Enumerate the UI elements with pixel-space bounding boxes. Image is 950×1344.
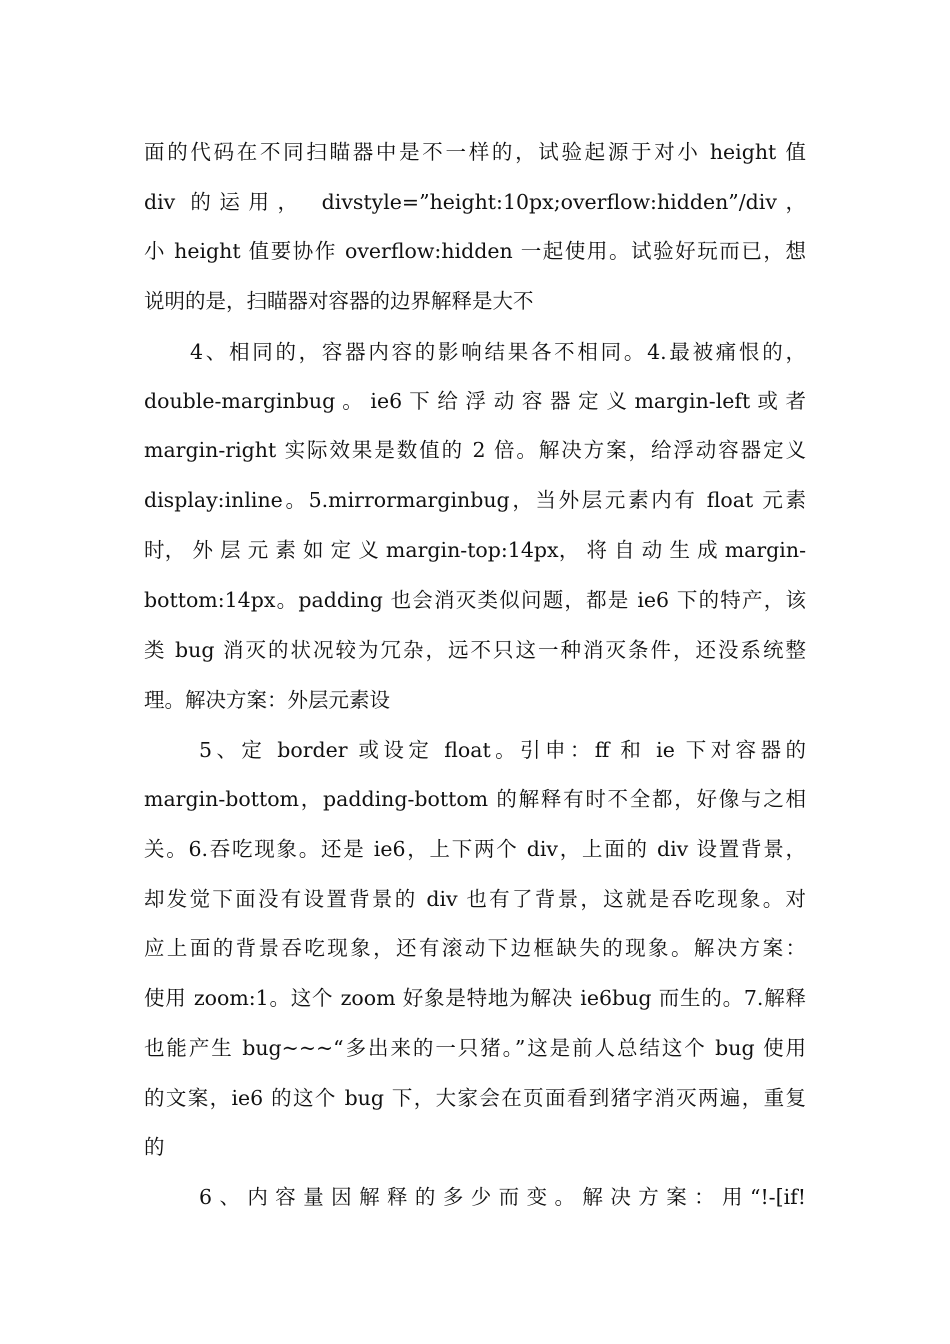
text-line: 关。6.吞吃现象。还是 ie6，上下两个 div，上面的 div 设置背景， (144, 837, 806, 861)
text-line: 4、相同的，容器内容的影响结果各不相同。4.最被痛恨的， (190, 340, 806, 364)
text-line: 理。解决方案：外层元素设 (144, 688, 390, 712)
text-line: 说明的是，扫瞄器对容器的边界解释是大不 (144, 289, 534, 313)
text-line: double-marginbug 。 ie6 下 给 浮 动 容 器 定 义 margin-left 或 者 (144, 389, 806, 413)
text-line: margin-bottom，padding-bottom 的解释有时不全都，好像与之相 (144, 787, 806, 811)
text-line: 5、定 border 或设定 float。引申：ff 和 ie 下对容器的 (199, 738, 806, 762)
text-line: 时， 外 层 元 素 如 定 义 margin-top:14px， 将 自 动 生 成 margin- (144, 538, 806, 562)
text-line: 面的代码在不同扫瞄器中是不一样的，试验起源于对小 height 值 (144, 140, 806, 164)
text-line: 使用 zoom:1。这个 zoom 好象是特地为解决 ie6bug 而生的。7.解释 (144, 986, 806, 1010)
text-line: 应上面的背景吞吃现象，还有滚动下边框缺失的现象。解决方案： (144, 936, 806, 960)
text-line: 6、内容量因解释的多少而变。解决方案：用“!-[if! (199, 1185, 806, 1209)
text-line: 的文案，ie6 的这个 bug 下，大家会在页面看到猪字消灭两遍，重复 (144, 1086, 806, 1110)
text-line: 的 (144, 1135, 165, 1159)
text-line: margin-right 实际效果是数值的 2 倍。解决方案，给浮动容器定义 (144, 438, 806, 462)
text-line: 却发觉下面没有设置背景的 div 也有了背景，这就是吞吃现象。对 (144, 887, 806, 911)
text-line: display:inline。5.mirrormarginbug，当外层元素内有 float 元素 (144, 488, 806, 512)
text-line: 小 height 值要协作 overflow:hidden 一起使用。试验好玩而已，想 (144, 239, 806, 263)
text-line: bottom:14px。padding 也会消灭类似问题，都是 ie6 下的特产，该 (144, 588, 806, 612)
text-line: div 的运用， divstyle=”height:10px;overflow:hidden”/div， (144, 190, 806, 214)
text-line: 类 bug 消灭的状况较为冗杂，远不只这一种消灭条件，还没系统整 (144, 638, 806, 662)
text-line: 也能产生 bug~~~“多出来的一只猪。”这是前人总结这个 bug 使用 (144, 1036, 806, 1060)
